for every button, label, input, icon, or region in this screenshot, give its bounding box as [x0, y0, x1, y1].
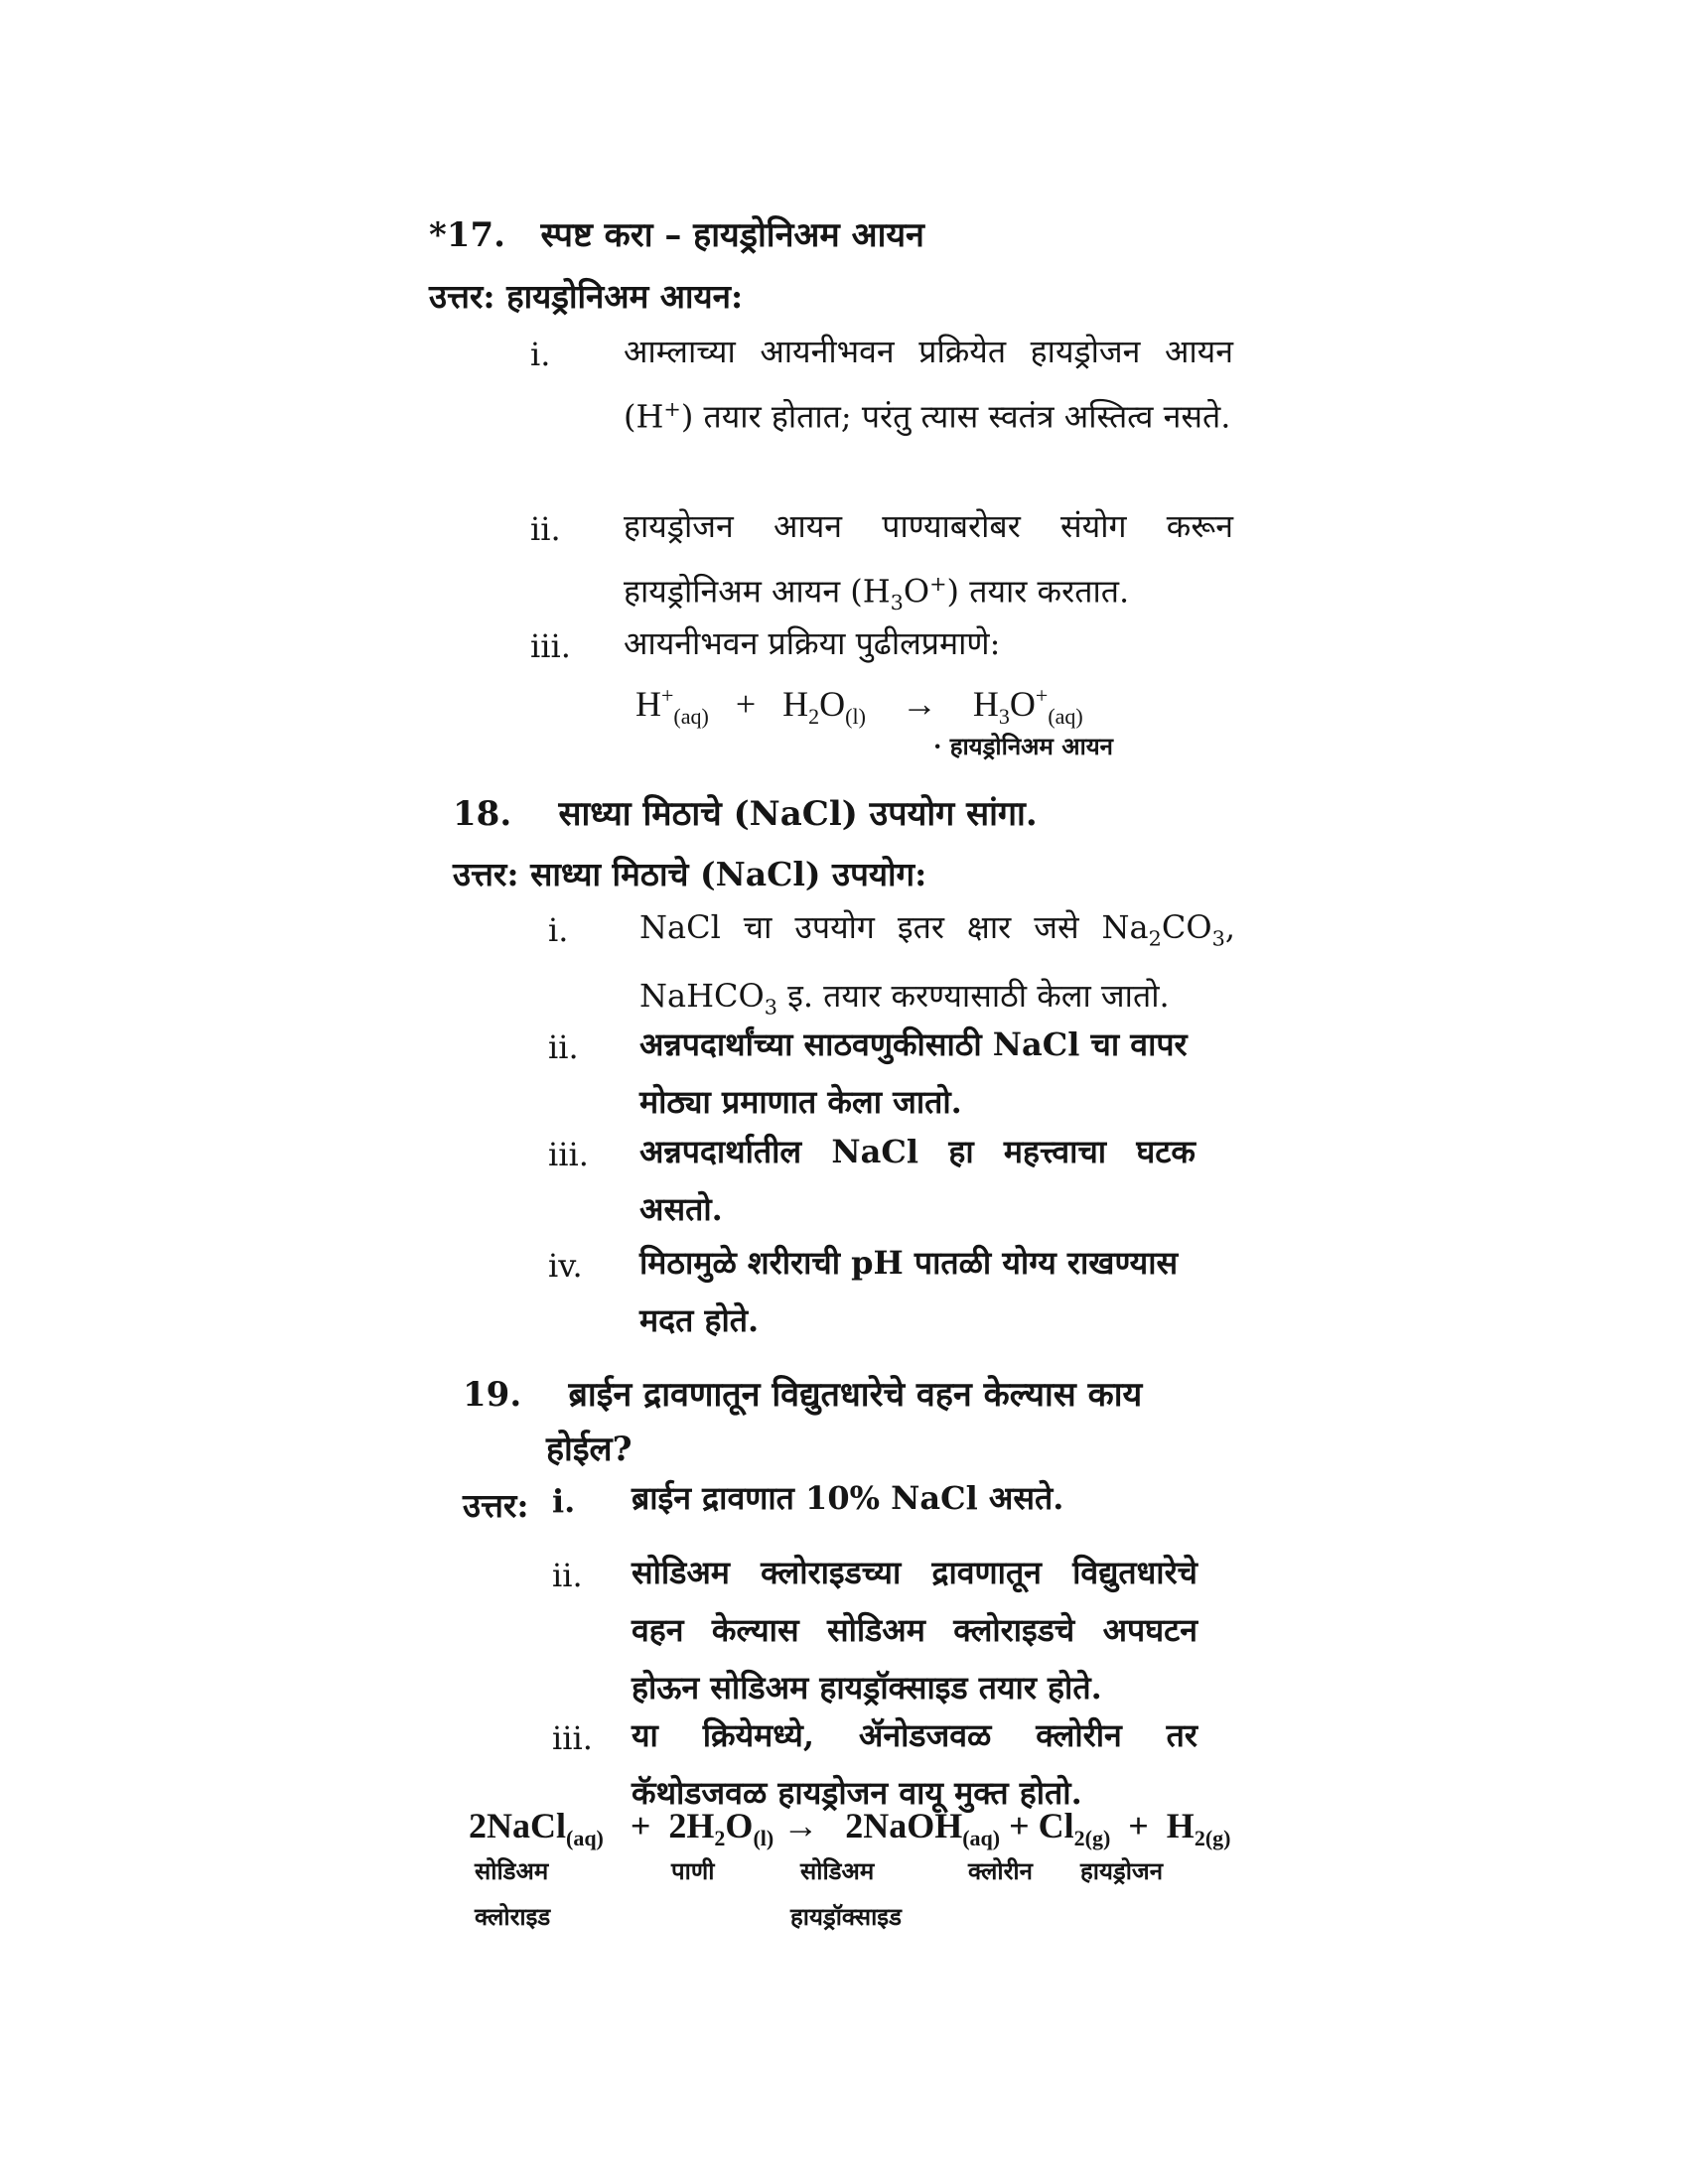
list-item: या क्रियेमध्ये, ॲनोडजवळ क्लोरीन तर कॅथोडजवळ हायड्रोजन वायू मुक्त होतो. — [632, 1716, 1197, 1812]
label-hydroxide: हायड्रॉक्साइड — [790, 1902, 902, 1931]
item-marker: iii. — [552, 1719, 593, 1757]
list-item: ब्राईन द्रावणात 10% NaCl असते. — [632, 1479, 1064, 1517]
label-sodium: सोडिअम — [800, 1856, 875, 1885]
answer-label: उत्तर: — [429, 277, 495, 316]
equation-caption: · हायड्रोनिअम आयन — [933, 732, 1113, 760]
question-title: ब्राईन द्रावणातून विद्युतधारेचे वहन केल्यास काय — [568, 1375, 1143, 1415]
question-17 — [429, 210, 924, 256]
list-item: हायड्रोजन आयन पाण्याबरोबर संयोग करून हायड्रोनिअम आयन $(H_3O^+)$ तयार करतात. — [624, 507, 1233, 615]
label-water: पाणी — [671, 1856, 715, 1885]
item-marker: i. — [548, 911, 569, 949]
answer-heading: हायड्रोनिअम आयन: — [506, 277, 744, 316]
answer-label: उत्तर: — [463, 1486, 529, 1525]
item-marker: i. — [552, 1482, 576, 1520]
list-item: NaCl चा उपयोग इतर क्षार जसे $Na_2CO_3$, NaHCO$_3$ इ. तयार करण्यासाठी केला जातो. — [639, 908, 1235, 1020]
item-marker: ii. — [552, 1557, 583, 1594]
question-number: 18. — [453, 794, 512, 834]
list-item: आम्लाच्या आयनीभवन प्रक्रियेत हायड्रोजन आयन (H+) तयार होतात; परंतु त्यास स्वतंत्र अस्तित्व नसते. — [624, 333, 1233, 436]
answer-heading: साध्या मिठाचे (NaCl) उपयोग: — [530, 855, 927, 893]
question-number: 19. — [463, 1375, 522, 1415]
item-marker: i. — [530, 336, 551, 373]
answer-18-heading — [453, 851, 926, 895]
question-18 — [453, 789, 1038, 835]
item-marker: iii. — [530, 627, 571, 665]
question-title: स्पष्ट करा – हायड्रोनिअम आयन — [540, 215, 924, 255]
question-title: साध्या मिठाचे (NaCl) उपयोग सांगा. — [558, 794, 1038, 834]
answer-label: उत्तर: — [453, 855, 519, 893]
list-item: आयनीभवन प्रक्रिया पुढीलप्रमाणे: — [624, 624, 1001, 662]
question-number: *17. — [429, 215, 505, 255]
label-chlorine: क्लोरीन — [968, 1856, 1033, 1885]
answer-17-heading — [429, 273, 743, 318]
brine-equation: 2NaCl$_{(aq)}$ + $2H_2O_{(l)}$ → 2NaOH$_{(aq)}$ + $Cl_{2(g)} + H_{2(g)}$ — [469, 1806, 1231, 1851]
item-marker: iv. — [548, 1247, 583, 1285]
item-marker: ii. — [548, 1028, 579, 1066]
item-marker: ii. — [530, 510, 561, 548]
label-hydrogen: हायड्रोजन — [1080, 1856, 1164, 1885]
list-item: सोडिअम क्लोराइडच्या द्रावणातून विद्युतधारेचे वहन केल्यास सोडिअम क्लोराइडचे अपघटन होऊन सोडिअम हायड्रॉक्साइड तयार होते. — [632, 1554, 1197, 1706]
list-item: अन्नपदार्थांच्या साठवणुकीसाठी NaCl चा वापर मोठ्या प्रमाणात केला जातो. — [639, 1025, 1188, 1121]
ionisation-equation: $H^+_{(aq)}$ + $H_2O_{(l)}$ → $H_3O^+_{(aq)}$ — [635, 683, 1083, 730]
question-title-line2: होईल? — [546, 1430, 633, 1469]
list-item: अन्नपदार्थातील NaCl हा महत्त्वाचा घटक असतो. — [639, 1133, 1196, 1228]
label-chloride: क्लोराइड — [475, 1902, 551, 1931]
label-sodium: सोडिअम — [475, 1856, 549, 1885]
question-19 — [463, 1370, 1142, 1416]
item-marker: iii. — [548, 1136, 589, 1173]
list-item: मिठामुळे शरीराची pH पातळी योग्य राखण्यास मदत होते. — [639, 1244, 1179, 1339]
